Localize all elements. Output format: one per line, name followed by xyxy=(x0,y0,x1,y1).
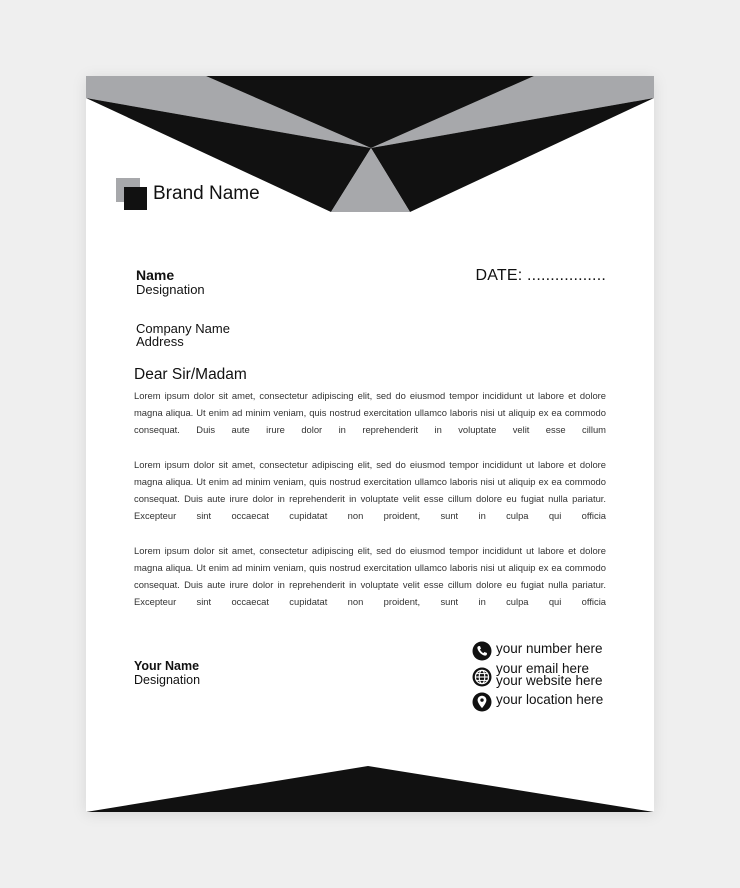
signature-designation: Designation xyxy=(134,673,201,687)
contact-email: your email here xyxy=(496,661,590,676)
letterhead-page xyxy=(86,76,654,812)
body-paragraph-1: Lorem ipsum dolor sit amet, consectetur adipiscing elit, sed do eiusmod tempor incididunt ut labore et dolore magna aliqua. Ut enim ad minim veniam, quis nostrud exercitation ullamco laboris nisi ut aliquip ex ea commodo consequat. Duis aute irure dolor in reprehenderit in voluptate velit esse cillum xyxy=(134,390,606,435)
brand-square-black xyxy=(124,187,147,210)
footer-decoration xyxy=(86,764,654,812)
date-label: DATE: ................. xyxy=(475,267,606,284)
sender-designation: Designation xyxy=(136,282,205,297)
contact-location: your location here xyxy=(496,692,604,707)
body-paragraph-3: Lorem ipsum dolor sit amet, consectetur adipiscing elit, sed do eiusmod tempor incididunt ut labore et dolore magna aliqua. Ut enim ad minim veniam, quis nostrud exercitation ullamco laboris nisi ut aliquip ex ea commodo consequat. Duis aute irure dolor in reprehenderit in voluptate velit esse cillum dolore eu fugiat nulla pariatur. Excepteur sint occaecat cupidatat non proident, sunt in culpa qui officia xyxy=(134,545,606,607)
company-address: Address xyxy=(136,334,184,349)
salutation: Dear Sir/Madam xyxy=(134,366,247,383)
globe-icon xyxy=(472,667,492,687)
contact-website: your website here xyxy=(496,673,603,688)
phone-icon xyxy=(472,641,492,661)
brand-logo xyxy=(116,178,336,214)
signature-name: Your Name xyxy=(134,659,200,673)
company-name: Company Name xyxy=(136,321,230,336)
location-pin-icon xyxy=(472,692,492,712)
brand-name: Brand Name xyxy=(153,183,260,204)
body-paragraph-2: Lorem ipsum dolor sit amet, consectetur adipiscing elit, sed do eiusmod tempor incididunt ut labore et dolore magna aliqua. Ut enim ad minim veniam, quis nostrud exercitation ullamco laboris nisi ut aliquip ex ea commodo consequat. Duis aute irure dolor in reprehenderit in voluptate velit esse cillum dolore eu fugiat nulla pariatur. Excepteur sint occaecat cupidatat non proident, sunt in culpa qui officia xyxy=(134,459,606,521)
sender-name: Name xyxy=(136,267,175,283)
contact-phone: your number here xyxy=(496,641,603,656)
footer-black-shape xyxy=(86,766,654,812)
